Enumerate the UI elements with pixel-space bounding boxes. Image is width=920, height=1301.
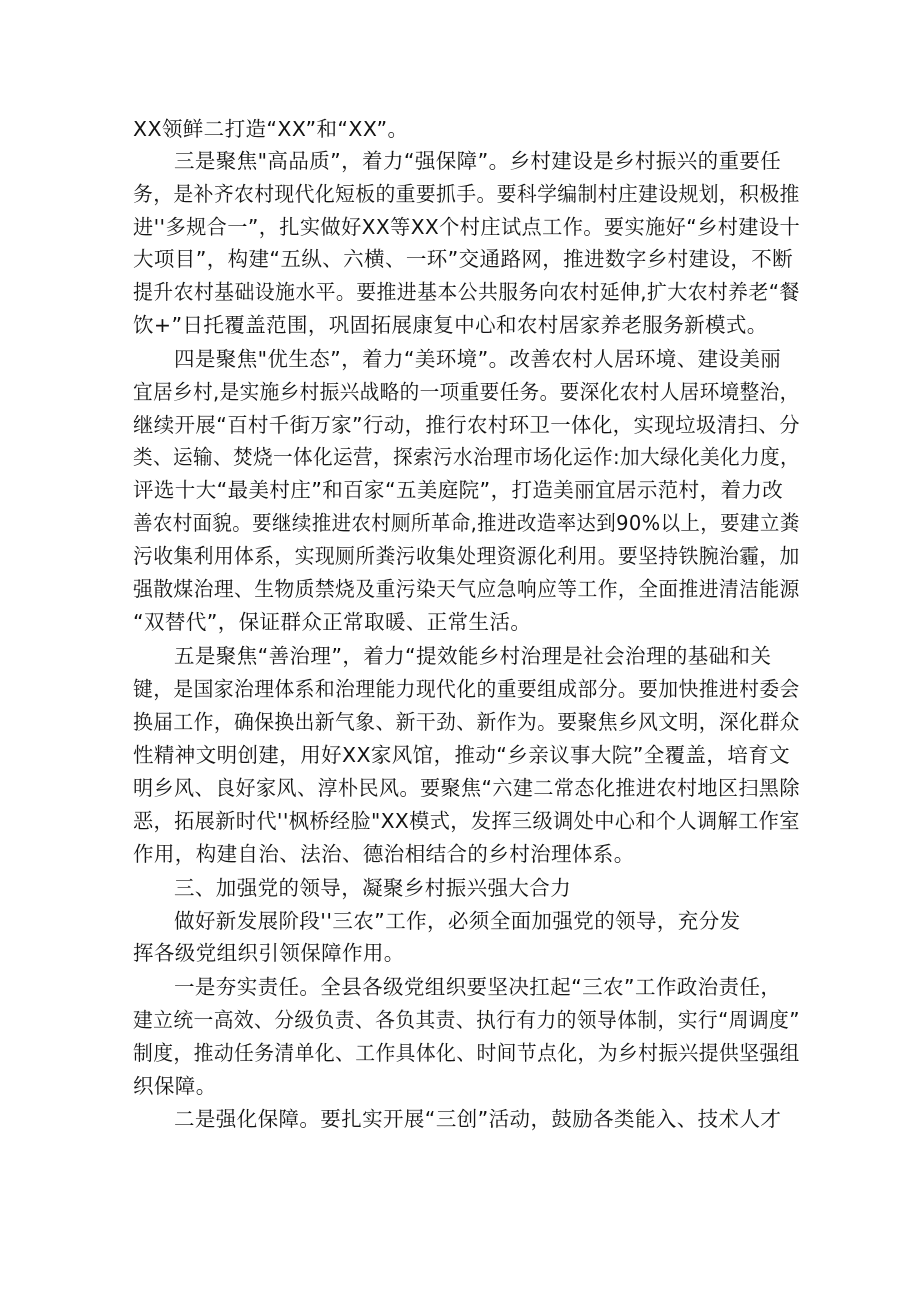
text-line: 大项目”，构建“五纵、六横、一环”交通路网，推进数字乡村建设，不断 bbox=[133, 247, 794, 271]
text-line: 评选十大“最美村庄”和百家“五美庭院”，打造美丽宜居示范村，着力改 bbox=[133, 478, 784, 502]
text-line: 恶，拓展新时代''枫桥经脸"XX模式，发挥三级调处中心和个人调解工作室 bbox=[133, 809, 800, 833]
text-line: 强散煤治理、生物质禁烧及重污染天气应急响应等工作，全面推进清洁能源 bbox=[133, 577, 800, 601]
text-line: 一是夯实责任。全县各级党组织要坚决扛起“三农”工作政治责任， bbox=[174, 975, 782, 999]
text-line: 二是强化保障。要扎实开展“三创”活动，鼓励各类能入、技术人才 bbox=[174, 1107, 782, 1131]
text-line: 织保障。 bbox=[133, 1074, 217, 1098]
text-line: 宜居乡村,是实施乡村振兴战略的一项重要任务。要深化农村人居环境整治， bbox=[133, 380, 800, 404]
text-line: “双替代”，保证群众正常取暖、正常生活。 bbox=[133, 610, 532, 634]
text-line: 三是聚焦"高品质”，着力“强保障”。乡村建设是乡村振兴的重要任 bbox=[174, 149, 782, 173]
text-line: 饮+”日托覆盖范围，巩固拓展康复中心和农村居家养老服务新模式。 bbox=[133, 313, 768, 337]
text-line: 做好新发展阶段''三农”工作，必须全面加强党的领导，充分发 bbox=[174, 909, 741, 933]
text-line: 五是聚焦“善治理”，着力“提效能乡村治理是社会治理的基础和关 bbox=[174, 644, 772, 668]
text-line: 提升农村基础设施水平。要推进基本公共服务向农村延伸,扩大农村养老“餐 bbox=[133, 280, 800, 304]
text-line: 挥各级党组织引领保障作用。 bbox=[133, 941, 405, 965]
text-line: 进''多规合一”，扎实做好XX等XX个村庄试点工作。要实施好“乡村建设十 bbox=[133, 215, 801, 239]
text-line: 换届工作，确保换出新气象、新干劲、新作为。要聚焦乡风文明，深化群众 bbox=[133, 710, 800, 734]
text-line: 建立统一高效、分级负责、各负其责、执行有力的领导体制，实行“周调度” bbox=[133, 1008, 800, 1032]
text-line: 务，是补齐农村现代化短板的重要抓手。要科学编制村庄建设规划，积极推 bbox=[133, 182, 800, 206]
text-line: XX领鲜二打造“XX”和“XX”。 bbox=[133, 117, 409, 141]
text-line: 四是聚焦"优生态”，着力“美环境”。改善农村人居环境、建设美丽 bbox=[174, 347, 782, 371]
section-heading: 三、加强党的领导，凝聚乡村振兴强大合力 bbox=[174, 876, 572, 900]
text-line: 污收集利用体系，实现厕所粪污收集处理资源化利用。要坚持铁腕治霾，加 bbox=[133, 544, 800, 568]
text-line: 制度，推动任务清单化、工作具体化、时间节点化，为乡村振兴提供坚强组 bbox=[133, 1041, 800, 1065]
text-line: 类、运输、焚烧一体化运营，探索污水治理市场化运作:加大绿化美化力度， bbox=[133, 445, 801, 469]
text-line: 键，是国家治理体系和治理能力现代化的重要组成部分。要加快推进村委会 bbox=[133, 677, 800, 701]
text-line: 明乡风、良好家风、淳朴民风。要聚焦“六建二常态化推进农村地区扫黑除 bbox=[133, 776, 800, 800]
text-line: 继续开展“百村千街万家”行动，推行农村环卫一体化，实现垃圾清扫、分 bbox=[133, 413, 800, 437]
text-line: 性精神文明创建，用好XX家风馆，推动“乡亲议事大院”全覆盖，培育文 bbox=[133, 743, 791, 767]
text-line: 善农村面貌。要继续推进农村厕所革命,推进改造率达到90%以上，要建立粪 bbox=[133, 511, 800, 535]
text-line: 作用，构建自治、法治、德治相结合的乡村治理体系。 bbox=[133, 842, 635, 866]
